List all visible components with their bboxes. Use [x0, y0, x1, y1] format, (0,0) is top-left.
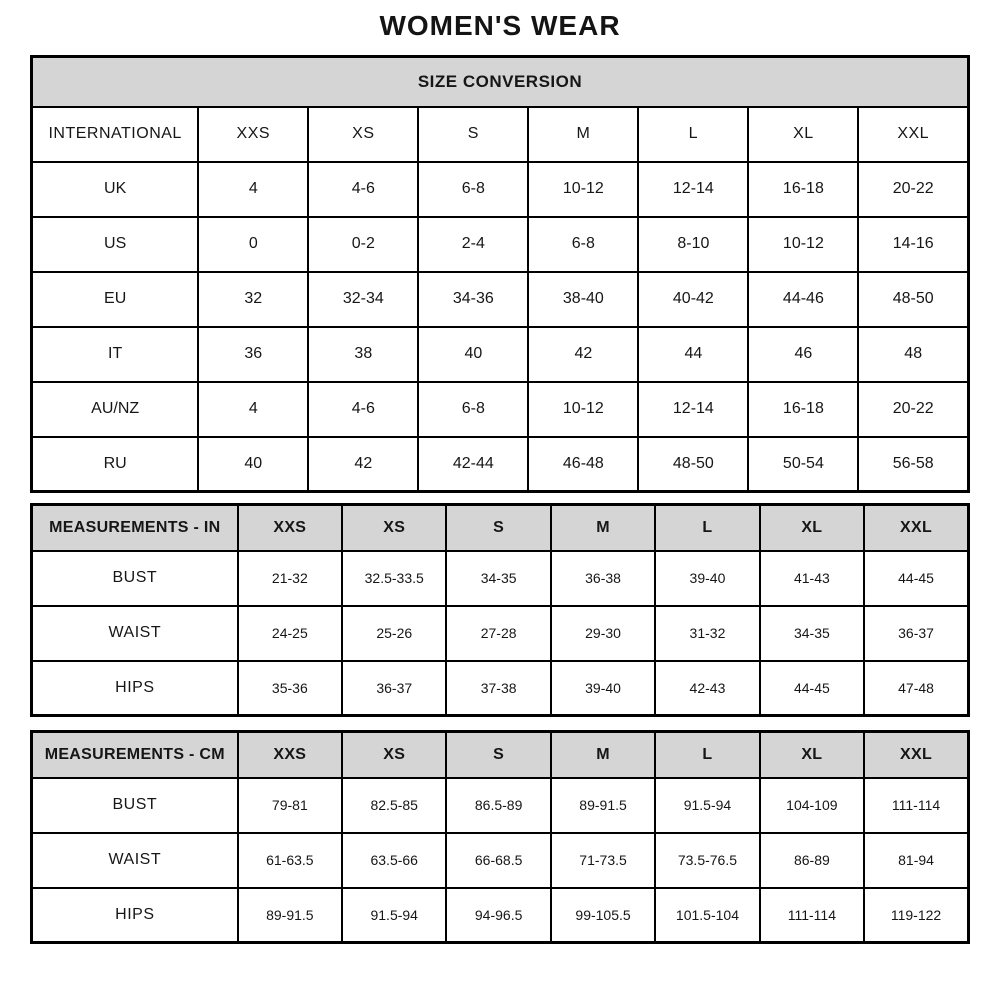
size-cell: 6-8 [418, 382, 528, 437]
size-cell: 48-50 [858, 272, 968, 327]
row-label: IT [32, 327, 199, 382]
measure-cell: 31-32 [655, 606, 759, 661]
row-label: AU/NZ [32, 382, 199, 437]
size-cell: 32-34 [308, 272, 418, 327]
row-label: HIPS [32, 888, 238, 943]
measure-cell: 94-96.5 [446, 888, 550, 943]
size-cell: 40 [198, 437, 308, 492]
measurements-cm-title: MEASUREMENTS - CM [32, 732, 238, 778]
size-col-xxl: XXL [858, 107, 968, 162]
measure-cell: 79-81 [238, 778, 342, 833]
size-col-l: L [655, 732, 759, 778]
row-label: BUST [32, 551, 238, 606]
size-col-s: S [446, 505, 550, 551]
measure-cell: 21-32 [238, 551, 342, 606]
measure-cell: 42-43 [655, 661, 759, 716]
measure-cell: 119-122 [864, 888, 968, 943]
measure-cell: 36-37 [342, 661, 446, 716]
measure-cell: 36-37 [864, 606, 968, 661]
table-row-eu [32, 272, 969, 327]
size-col-xxl: XXL [864, 505, 968, 551]
size-cell: 38-40 [528, 272, 638, 327]
measure-cell: 104-109 [760, 778, 864, 833]
size-col-xs: XS [342, 505, 446, 551]
table-row-waist [32, 833, 969, 888]
size-cell: 16-18 [748, 382, 858, 437]
measurements-in-title: MEASUREMENTS - IN [32, 505, 238, 551]
measure-cell: 44-45 [760, 661, 864, 716]
row-label: INTERNATIONAL [32, 107, 199, 162]
measure-cell: 39-40 [655, 551, 759, 606]
size-col-m: M [551, 732, 655, 778]
measure-cell: 111-114 [760, 888, 864, 943]
measure-cell: 82.5-85 [342, 778, 446, 833]
measure-cell: 66-68.5 [446, 833, 550, 888]
size-cell: 4 [198, 162, 308, 217]
size-col-xl: XL [760, 732, 864, 778]
size-cell: 34-36 [418, 272, 528, 327]
size-col-xxs: XXS [198, 107, 308, 162]
size-col-xxs: XXS [238, 505, 342, 551]
size-cell: 48-50 [638, 437, 748, 492]
table-row-hips [32, 661, 969, 716]
size-cell: 6-8 [528, 217, 638, 272]
size-col-xxl: XXL [864, 732, 968, 778]
size-cell: 10-12 [528, 162, 638, 217]
measure-cell: 34-35 [446, 551, 550, 606]
size-cell: 42 [528, 327, 638, 382]
measure-cell: 24-25 [238, 606, 342, 661]
measure-cell: 89-91.5 [551, 778, 655, 833]
size-col-xl: XL [760, 505, 864, 551]
measure-cell: 111-114 [864, 778, 968, 833]
size-col-xs: XS [308, 107, 418, 162]
size-cell: 46 [748, 327, 858, 382]
size-col-l: L [655, 505, 759, 551]
size-col-l: L [638, 107, 748, 162]
measure-cell: 25-26 [342, 606, 446, 661]
size-cell: 16-18 [748, 162, 858, 217]
size-cell: 8-10 [638, 217, 748, 272]
table-row-hips [32, 888, 969, 943]
size-col-xl: XL [748, 107, 858, 162]
measure-cell: 73.5-76.5 [655, 833, 759, 888]
size-cell: 6-8 [418, 162, 528, 217]
measure-cell: 34-35 [760, 606, 864, 661]
size-conversion-table [30, 55, 970, 493]
measure-cell: 89-91.5 [238, 888, 342, 943]
size-cell: 42-44 [418, 437, 528, 492]
size-col-xxs: XXS [238, 732, 342, 778]
size-cell: 4-6 [308, 382, 418, 437]
size-cell: 4 [198, 382, 308, 437]
row-label: WAIST [32, 606, 238, 661]
table-row-bust [32, 551, 969, 606]
measure-cell: 86.5-89 [446, 778, 550, 833]
page-title: WOMEN'S WEAR [379, 10, 621, 41]
size-col-s: S [418, 107, 528, 162]
size-cell: 4-6 [308, 162, 418, 217]
size-cell: 42 [308, 437, 418, 492]
size-cell: 44 [638, 327, 748, 382]
size-cell: 12-14 [638, 382, 748, 437]
row-label: HIPS [32, 661, 238, 716]
size-cell: 48 [858, 327, 968, 382]
size-cell: 2-4 [418, 217, 528, 272]
measure-cell: 29-30 [551, 606, 655, 661]
size-cell: 56-58 [858, 437, 968, 492]
table-header-row [32, 505, 969, 551]
size-cell: 12-14 [638, 162, 748, 217]
row-label: US [32, 217, 199, 272]
size-col-s: S [446, 732, 550, 778]
size-cell: 36 [198, 327, 308, 382]
measure-cell: 27-28 [446, 606, 550, 661]
measure-cell: 91.5-94 [655, 778, 759, 833]
measure-cell: 32.5-33.5 [342, 551, 446, 606]
size-cell: 40-42 [638, 272, 748, 327]
table-row-us [32, 217, 969, 272]
table-row-aunz [32, 382, 969, 437]
measure-cell: 35-36 [238, 661, 342, 716]
table-row-waist [32, 606, 969, 661]
measure-cell: 61-63.5 [238, 833, 342, 888]
measure-cell: 86-89 [760, 833, 864, 888]
measure-cell: 39-40 [551, 661, 655, 716]
size-cell: 10-12 [528, 382, 638, 437]
size-cell: 14-16 [858, 217, 968, 272]
size-cell: 0 [198, 217, 308, 272]
size-conversion-banner: SIZE CONVERSION [32, 57, 969, 107]
table-header-row [32, 732, 969, 778]
table-row-uk [32, 162, 969, 217]
table-header-row [32, 57, 969, 107]
measure-cell: 41-43 [760, 551, 864, 606]
size-cell: 40 [418, 327, 528, 382]
measure-cell: 71-73.5 [551, 833, 655, 888]
size-col-m: M [551, 505, 655, 551]
table-row-it [32, 327, 969, 382]
measure-cell: 44-45 [864, 551, 968, 606]
size-cell: 44-46 [748, 272, 858, 327]
measure-cell: 37-38 [446, 661, 550, 716]
size-cell: 32 [198, 272, 308, 327]
size-cell: 0-2 [308, 217, 418, 272]
size-cell: 10-12 [748, 217, 858, 272]
size-col-xs: XS [342, 732, 446, 778]
size-cell: 38 [308, 327, 418, 382]
row-label: EU [32, 272, 199, 327]
measure-cell: 63.5-66 [342, 833, 446, 888]
table-row-international [32, 107, 969, 162]
measurements-in-table [30, 503, 970, 717]
size-cell: 20-22 [858, 162, 968, 217]
row-label: UK [32, 162, 199, 217]
size-cell: 50-54 [748, 437, 858, 492]
measure-cell: 99-105.5 [551, 888, 655, 943]
measure-cell: 101.5-104 [655, 888, 759, 943]
table-row-bust [32, 778, 969, 833]
size-cell: 20-22 [858, 382, 968, 437]
measurements-cm-table [30, 730, 970, 944]
measure-cell: 81-94 [864, 833, 968, 888]
measure-cell: 36-38 [551, 551, 655, 606]
row-label: BUST [32, 778, 238, 833]
measure-cell: 91.5-94 [342, 888, 446, 943]
row-label: RU [32, 437, 199, 492]
row-label: WAIST [32, 833, 238, 888]
measure-cell: 47-48 [864, 661, 968, 716]
table-row-ru [32, 437, 969, 492]
size-col-m: M [528, 107, 638, 162]
size-cell: 46-48 [528, 437, 638, 492]
